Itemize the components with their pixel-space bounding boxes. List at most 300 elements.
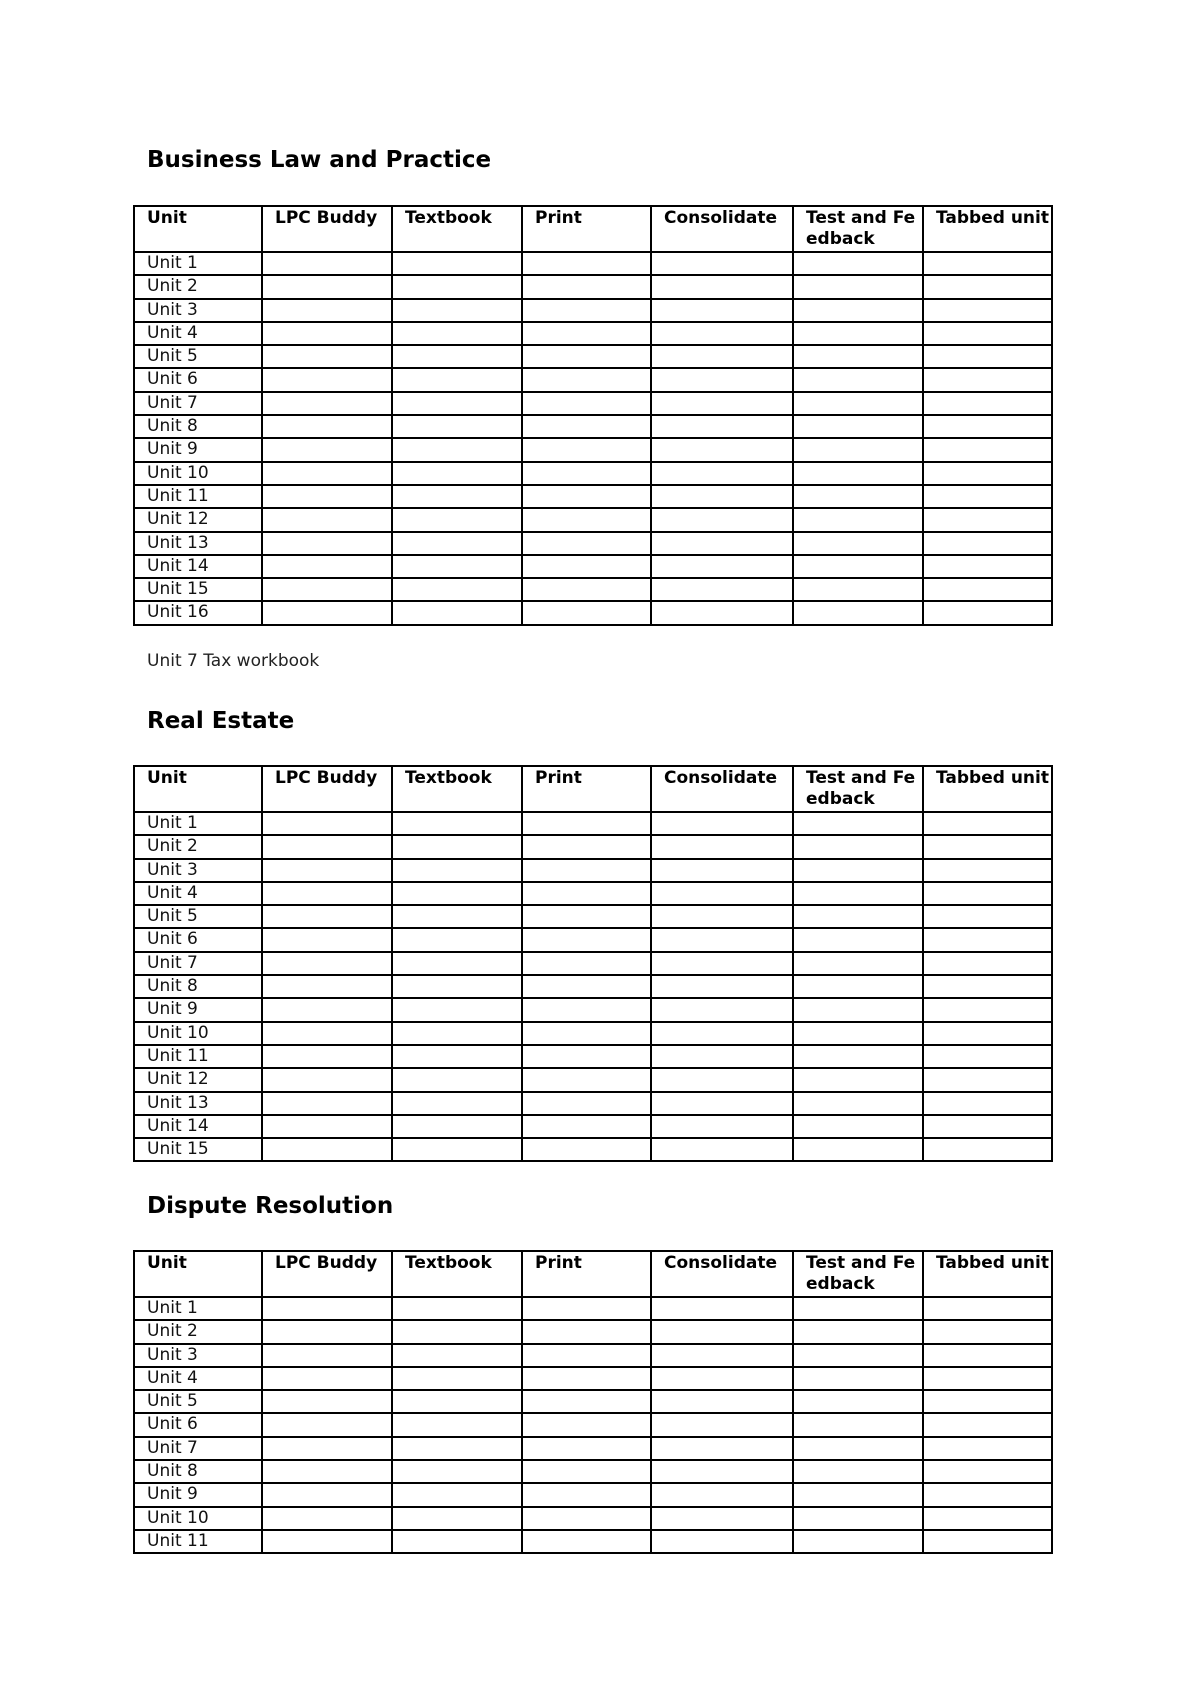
checkbox-cell[interactable] bbox=[923, 998, 1052, 1021]
table-row bbox=[134, 905, 1052, 928]
checkbox-cell[interactable] bbox=[262, 905, 392, 928]
checkbox-cell[interactable] bbox=[522, 1530, 651, 1553]
checkbox-cell[interactable] bbox=[392, 415, 522, 438]
table-row bbox=[134, 275, 1052, 298]
checkbox-cell[interactable] bbox=[392, 882, 522, 905]
checkbox-cell[interactable] bbox=[923, 555, 1052, 578]
checkbox-cell[interactable] bbox=[522, 1344, 651, 1367]
checkbox-cell[interactable] bbox=[522, 578, 651, 601]
table-row bbox=[134, 555, 1052, 578]
checkbox-cell[interactable] bbox=[923, 532, 1052, 555]
checkbox-cell[interactable] bbox=[522, 1507, 651, 1530]
checkbox-cell[interactable] bbox=[793, 1483, 923, 1506]
checkbox-cell[interactable] bbox=[262, 299, 392, 322]
checkbox-cell[interactable] bbox=[522, 462, 651, 485]
checkbox-cell[interactable] bbox=[793, 485, 923, 508]
checkbox-cell[interactable] bbox=[522, 415, 651, 438]
checkbox-cell[interactable] bbox=[262, 462, 392, 485]
checkbox-cell[interactable] bbox=[392, 1138, 522, 1161]
checkbox-cell[interactable] bbox=[923, 252, 1052, 275]
checkbox-cell[interactable] bbox=[522, 859, 651, 882]
checkbox-cell[interactable] bbox=[793, 1413, 923, 1436]
checkbox-cell[interactable] bbox=[923, 859, 1052, 882]
checkbox-cell[interactable] bbox=[522, 812, 651, 835]
checkbox-cell[interactable] bbox=[262, 1092, 392, 1115]
column-header: Test and Feedback bbox=[793, 766, 923, 812]
checkbox-cell[interactable] bbox=[262, 1320, 392, 1343]
checkbox-cell[interactable] bbox=[262, 835, 392, 858]
checkbox-cell[interactable] bbox=[262, 952, 392, 975]
checkbox-cell[interactable] bbox=[793, 601, 923, 624]
checkbox-cell[interactable] bbox=[262, 1344, 392, 1367]
checkbox-cell[interactable] bbox=[392, 1022, 522, 1045]
checkbox-cell[interactable] bbox=[392, 928, 522, 951]
checkbox-cell[interactable] bbox=[651, 1297, 793, 1320]
checkbox-cell[interactable] bbox=[651, 578, 793, 601]
checkbox-cell[interactable] bbox=[923, 1507, 1052, 1530]
column-header: LPC Buddy bbox=[262, 766, 392, 812]
checkbox-cell[interactable] bbox=[522, 1115, 651, 1138]
checkbox-cell[interactable] bbox=[262, 275, 392, 298]
checkbox-cell[interactable] bbox=[923, 952, 1052, 975]
unit-label: Unit 11 bbox=[134, 1045, 262, 1068]
checkbox-cell[interactable] bbox=[392, 1045, 522, 1068]
checkbox-cell[interactable] bbox=[793, 1115, 923, 1138]
checkbox-cell[interactable] bbox=[522, 1413, 651, 1436]
checkbox-cell[interactable] bbox=[522, 508, 651, 531]
checkbox-cell[interactable] bbox=[651, 1022, 793, 1045]
checkbox-cell[interactable] bbox=[923, 1530, 1052, 1553]
checkbox-cell[interactable] bbox=[923, 438, 1052, 461]
checkbox-cell[interactable] bbox=[793, 1530, 923, 1553]
checkbox-cell[interactable] bbox=[522, 1068, 651, 1091]
checkbox-cell[interactable] bbox=[522, 1320, 651, 1343]
checkbox-cell[interactable] bbox=[522, 532, 651, 555]
checkbox-cell[interactable] bbox=[262, 1297, 392, 1320]
checkbox-cell[interactable] bbox=[651, 1483, 793, 1506]
checkbox-cell[interactable] bbox=[793, 368, 923, 391]
checkbox-cell[interactable] bbox=[923, 928, 1052, 951]
checkbox-cell[interactable] bbox=[392, 975, 522, 998]
checkbox-cell[interactable] bbox=[651, 1390, 793, 1413]
checkbox-cell[interactable] bbox=[651, 415, 793, 438]
checkbox-cell[interactable] bbox=[793, 532, 923, 555]
unit-label: Unit 5 bbox=[134, 345, 262, 368]
checkbox-cell[interactable] bbox=[793, 438, 923, 461]
checkbox-cell[interactable] bbox=[392, 485, 522, 508]
checkbox-cell[interactable] bbox=[793, 1068, 923, 1091]
checkbox-cell[interactable] bbox=[522, 1390, 651, 1413]
checkbox-cell[interactable] bbox=[522, 905, 651, 928]
checkbox-cell[interactable] bbox=[522, 322, 651, 345]
checkbox-cell[interactable] bbox=[262, 1507, 392, 1530]
checkbox-cell[interactable] bbox=[651, 275, 793, 298]
table-row bbox=[134, 1092, 1052, 1115]
unit-label: Unit 13 bbox=[134, 532, 262, 555]
checkbox-cell[interactable] bbox=[793, 415, 923, 438]
table-row bbox=[134, 601, 1052, 624]
section-title-real-estate: Real Estate bbox=[147, 708, 295, 734]
column-header: Consolidate bbox=[651, 766, 793, 812]
checkbox-cell[interactable] bbox=[392, 1437, 522, 1460]
checkbox-cell[interactable] bbox=[651, 1068, 793, 1091]
table-row bbox=[134, 299, 1052, 322]
checkbox-cell[interactable] bbox=[262, 345, 392, 368]
checkbox-cell[interactable] bbox=[923, 1437, 1052, 1460]
checkbox-cell[interactable] bbox=[793, 1367, 923, 1390]
checkbox-cell[interactable] bbox=[262, 508, 392, 531]
checkbox-cell[interactable] bbox=[522, 1022, 651, 1045]
checkbox-cell[interactable] bbox=[522, 299, 651, 322]
checkbox-cell[interactable] bbox=[651, 1530, 793, 1553]
unit-label: Unit 5 bbox=[134, 1390, 262, 1413]
checkbox-cell[interactable] bbox=[793, 1092, 923, 1115]
checkbox-cell[interactable] bbox=[651, 975, 793, 998]
checkbox-cell[interactable] bbox=[793, 1022, 923, 1045]
checkbox-cell[interactable] bbox=[262, 1115, 392, 1138]
checkbox-cell[interactable] bbox=[793, 1437, 923, 1460]
table-row bbox=[134, 928, 1052, 951]
checkbox-cell[interactable] bbox=[793, 998, 923, 1021]
checkbox-cell[interactable] bbox=[651, 345, 793, 368]
section-title-dispute-resolution: Dispute Resolution bbox=[147, 1193, 394, 1219]
checkbox-cell[interactable] bbox=[793, 1297, 923, 1320]
checkbox-cell[interactable] bbox=[923, 1045, 1052, 1068]
checkbox-cell[interactable] bbox=[923, 975, 1052, 998]
checkbox-cell[interactable] bbox=[522, 345, 651, 368]
checkbox-cell[interactable] bbox=[923, 1413, 1052, 1436]
unit-label: Unit 7 bbox=[134, 1437, 262, 1460]
checkbox-cell[interactable] bbox=[651, 299, 793, 322]
checkbox-cell[interactable] bbox=[262, 438, 392, 461]
checkbox-cell[interactable] bbox=[793, 928, 923, 951]
checkbox-cell[interactable] bbox=[392, 462, 522, 485]
checkbox-cell[interactable] bbox=[392, 1390, 522, 1413]
checkbox-cell[interactable] bbox=[923, 1344, 1052, 1367]
checkbox-cell[interactable] bbox=[651, 392, 793, 415]
checkbox-cell[interactable] bbox=[651, 1320, 793, 1343]
checkbox-cell[interactable] bbox=[392, 905, 522, 928]
checkbox-cell[interactable] bbox=[392, 438, 522, 461]
checkbox-cell[interactable] bbox=[651, 998, 793, 1021]
checkbox-cell[interactable] bbox=[651, 322, 793, 345]
checkbox-cell[interactable] bbox=[522, 928, 651, 951]
checkbox-cell[interactable] bbox=[522, 835, 651, 858]
checkbox-cell[interactable] bbox=[522, 1138, 651, 1161]
checkbox-cell[interactable] bbox=[262, 415, 392, 438]
checkbox-cell[interactable] bbox=[392, 1413, 522, 1436]
checkbox-cell[interactable] bbox=[923, 508, 1052, 531]
checkbox-cell[interactable] bbox=[651, 812, 793, 835]
checkbox-cell[interactable] bbox=[262, 1367, 392, 1390]
checkbox-cell[interactable] bbox=[923, 1460, 1052, 1483]
checkbox-cell[interactable] bbox=[923, 1022, 1052, 1045]
checkbox-cell[interactable] bbox=[522, 1297, 651, 1320]
checkbox-cell[interactable] bbox=[392, 322, 522, 345]
checkbox-cell[interactable] bbox=[651, 1115, 793, 1138]
checkbox-cell[interactable] bbox=[392, 859, 522, 882]
checkbox-cell[interactable] bbox=[392, 1320, 522, 1343]
checkbox-cell[interactable] bbox=[522, 438, 651, 461]
checkbox-cell[interactable] bbox=[392, 1092, 522, 1115]
checkbox-cell[interactable] bbox=[923, 1297, 1052, 1320]
checkbox-cell[interactable] bbox=[262, 485, 392, 508]
table-header-row bbox=[134, 766, 1052, 812]
checkbox-cell[interactable] bbox=[262, 578, 392, 601]
checkbox-cell[interactable] bbox=[793, 345, 923, 368]
table-row bbox=[134, 812, 1052, 835]
checkbox-cell[interactable] bbox=[392, 1530, 522, 1553]
table-row bbox=[134, 1115, 1052, 1138]
checkbox-cell[interactable] bbox=[262, 1483, 392, 1506]
checkbox-cell[interactable] bbox=[793, 275, 923, 298]
table-row bbox=[134, 1045, 1052, 1068]
checkbox-cell[interactable] bbox=[923, 322, 1052, 345]
checkbox-cell[interactable] bbox=[793, 882, 923, 905]
checkbox-cell[interactable] bbox=[923, 812, 1052, 835]
checkbox-cell[interactable] bbox=[651, 485, 793, 508]
checkbox-cell[interactable] bbox=[392, 532, 522, 555]
checkbox-cell[interactable] bbox=[651, 532, 793, 555]
checkbox-cell[interactable] bbox=[522, 975, 651, 998]
table-row bbox=[134, 998, 1052, 1021]
checkbox-cell[interactable] bbox=[793, 392, 923, 415]
checkbox-cell[interactable] bbox=[793, 508, 923, 531]
checkbox-cell[interactable] bbox=[651, 462, 793, 485]
table-row bbox=[134, 392, 1052, 415]
checkbox-cell[interactable] bbox=[793, 1138, 923, 1161]
checkbox-cell[interactable] bbox=[651, 438, 793, 461]
checkbox-cell[interactable] bbox=[392, 952, 522, 975]
unit-label: Unit 12 bbox=[134, 508, 262, 531]
unit-label: Unit 4 bbox=[134, 882, 262, 905]
table-row bbox=[134, 578, 1052, 601]
checkbox-cell[interactable] bbox=[262, 392, 392, 415]
checkbox-cell[interactable] bbox=[651, 835, 793, 858]
checkbox-cell[interactable] bbox=[793, 462, 923, 485]
checkbox-cell[interactable] bbox=[923, 578, 1052, 601]
unit-label: Unit 9 bbox=[134, 438, 262, 461]
checkbox-cell[interactable] bbox=[651, 928, 793, 951]
checkbox-cell[interactable] bbox=[651, 252, 793, 275]
checkbox-cell[interactable] bbox=[522, 1045, 651, 1068]
checkbox-cell[interactable] bbox=[522, 392, 651, 415]
checkbox-cell[interactable] bbox=[793, 1320, 923, 1343]
checkbox-cell[interactable] bbox=[522, 998, 651, 1021]
checkbox-cell[interactable] bbox=[262, 368, 392, 391]
checkbox-cell[interactable] bbox=[262, 1413, 392, 1436]
unit-label: Unit 15 bbox=[134, 578, 262, 601]
checkbox-cell[interactable] bbox=[651, 1413, 793, 1436]
unit-label: Unit 10 bbox=[134, 1022, 262, 1045]
checkbox-cell[interactable] bbox=[262, 882, 392, 905]
checkbox-cell[interactable] bbox=[923, 392, 1052, 415]
checkbox-cell[interactable] bbox=[793, 299, 923, 322]
checkbox-cell[interactable] bbox=[392, 345, 522, 368]
checkbox-cell[interactable] bbox=[651, 1437, 793, 1460]
unit-label: Unit 9 bbox=[134, 1483, 262, 1506]
checkbox-cell[interactable] bbox=[262, 928, 392, 951]
checkbox-cell[interactable] bbox=[392, 508, 522, 531]
checkbox-cell[interactable] bbox=[522, 275, 651, 298]
table-row bbox=[134, 1344, 1052, 1367]
unit-label: Unit 8 bbox=[134, 975, 262, 998]
checkbox-cell[interactable] bbox=[522, 555, 651, 578]
checkbox-cell[interactable] bbox=[262, 1437, 392, 1460]
checkbox-cell[interactable] bbox=[793, 1344, 923, 1367]
checkbox-cell[interactable] bbox=[651, 368, 793, 391]
checkbox-cell[interactable] bbox=[923, 275, 1052, 298]
checkbox-cell[interactable] bbox=[392, 392, 522, 415]
column-header: Test and Feedback bbox=[793, 1251, 923, 1297]
checkbox-cell[interactable] bbox=[392, 1507, 522, 1530]
checkbox-cell[interactable] bbox=[923, 368, 1052, 391]
checkbox-cell[interactable] bbox=[651, 882, 793, 905]
checkbox-cell[interactable] bbox=[522, 882, 651, 905]
checkbox-cell[interactable] bbox=[262, 1390, 392, 1413]
checkbox-cell[interactable] bbox=[262, 1068, 392, 1091]
column-header: Textbook bbox=[392, 766, 522, 812]
checkbox-cell[interactable] bbox=[923, 462, 1052, 485]
unit-label: Unit 9 bbox=[134, 998, 262, 1021]
checkbox-cell[interactable] bbox=[522, 601, 651, 624]
checkbox-cell[interactable] bbox=[923, 415, 1052, 438]
checkbox-cell[interactable] bbox=[262, 975, 392, 998]
checkbox-cell[interactable] bbox=[793, 555, 923, 578]
checkbox-cell[interactable] bbox=[262, 322, 392, 345]
column-header: Tabbed unit bbox=[923, 1251, 1052, 1297]
checkbox-cell[interactable] bbox=[262, 859, 392, 882]
checkbox-cell[interactable] bbox=[262, 601, 392, 624]
checkbox-cell[interactable] bbox=[522, 952, 651, 975]
table-row bbox=[134, 1507, 1052, 1530]
checkbox-cell[interactable] bbox=[923, 485, 1052, 508]
checkbox-cell[interactable] bbox=[793, 1390, 923, 1413]
checkbox-cell[interactable] bbox=[923, 1367, 1052, 1390]
checkbox-cell[interactable] bbox=[262, 555, 392, 578]
checkbox-cell[interactable] bbox=[392, 368, 522, 391]
checkbox-cell[interactable] bbox=[392, 299, 522, 322]
checkbox-cell[interactable] bbox=[392, 1068, 522, 1091]
checkbox-cell[interactable] bbox=[392, 252, 522, 275]
checkbox-cell[interactable] bbox=[651, 1460, 793, 1483]
checkbox-cell[interactable] bbox=[522, 1437, 651, 1460]
checkbox-cell[interactable] bbox=[651, 952, 793, 975]
checkbox-cell[interactable] bbox=[651, 1367, 793, 1390]
checkbox-cell[interactable] bbox=[392, 1460, 522, 1483]
checkbox-cell[interactable] bbox=[923, 1320, 1052, 1343]
checkbox-cell[interactable] bbox=[651, 601, 793, 624]
checkbox-cell[interactable] bbox=[923, 1115, 1052, 1138]
checkbox-cell[interactable] bbox=[923, 601, 1052, 624]
checkbox-cell[interactable] bbox=[923, 1390, 1052, 1413]
table-row bbox=[134, 952, 1052, 975]
checkbox-cell[interactable] bbox=[651, 1092, 793, 1115]
checkbox-cell[interactable] bbox=[923, 345, 1052, 368]
checkbox-cell[interactable] bbox=[651, 508, 793, 531]
checkbox-cell[interactable] bbox=[262, 1022, 392, 1045]
checkbox-cell[interactable] bbox=[651, 859, 793, 882]
checkbox-cell[interactable] bbox=[793, 1507, 923, 1530]
checkbox-cell[interactable] bbox=[392, 1483, 522, 1506]
checkbox-cell[interactable] bbox=[262, 1460, 392, 1483]
checkbox-cell[interactable] bbox=[522, 485, 651, 508]
unit-label: Unit 2 bbox=[134, 1320, 262, 1343]
checkbox-cell[interactable] bbox=[793, 322, 923, 345]
checkbox-cell[interactable] bbox=[651, 1045, 793, 1068]
checkbox-cell[interactable] bbox=[392, 812, 522, 835]
checkbox-cell[interactable] bbox=[793, 1045, 923, 1068]
checkbox-cell[interactable] bbox=[651, 1344, 793, 1367]
checkbox-cell[interactable] bbox=[392, 275, 522, 298]
checkbox-cell[interactable] bbox=[923, 1092, 1052, 1115]
unit-label: Unit 10 bbox=[134, 1507, 262, 1530]
checkbox-cell[interactable] bbox=[651, 555, 793, 578]
checkbox-cell[interactable] bbox=[522, 1483, 651, 1506]
checkbox-cell[interactable] bbox=[262, 812, 392, 835]
checkbox-cell[interactable] bbox=[793, 835, 923, 858]
checkbox-cell[interactable] bbox=[923, 299, 1052, 322]
checkbox-cell[interactable] bbox=[651, 905, 793, 928]
checkbox-cell[interactable] bbox=[923, 1138, 1052, 1161]
checkbox-cell[interactable] bbox=[793, 812, 923, 835]
checkbox-cell[interactable] bbox=[522, 368, 651, 391]
checkbox-cell[interactable] bbox=[262, 998, 392, 1021]
checkbox-cell[interactable] bbox=[262, 1045, 392, 1068]
checkbox-cell[interactable] bbox=[262, 1530, 392, 1553]
unit-label: Unit 13 bbox=[134, 1092, 262, 1115]
table-row bbox=[134, 1320, 1052, 1343]
checkbox-cell[interactable] bbox=[793, 905, 923, 928]
checkbox-cell[interactable] bbox=[392, 1297, 522, 1320]
unit-label: Unit 3 bbox=[134, 859, 262, 882]
column-header: Textbook bbox=[392, 1251, 522, 1297]
checkbox-cell[interactable] bbox=[262, 252, 392, 275]
checkbox-cell[interactable] bbox=[923, 905, 1052, 928]
checkbox-cell[interactable] bbox=[522, 1367, 651, 1390]
checkbox-cell[interactable] bbox=[522, 1460, 651, 1483]
checkbox-cell[interactable] bbox=[522, 252, 651, 275]
checkbox-cell[interactable] bbox=[923, 882, 1052, 905]
checkbox-cell[interactable] bbox=[793, 952, 923, 975]
checkbox-cell[interactable] bbox=[262, 1138, 392, 1161]
unit-label: Unit 3 bbox=[134, 1344, 262, 1367]
checkbox-cell[interactable] bbox=[923, 835, 1052, 858]
checkbox-cell[interactable] bbox=[651, 1507, 793, 1530]
checkbox-cell[interactable] bbox=[392, 1367, 522, 1390]
unit-label: Unit 6 bbox=[134, 1413, 262, 1436]
table-row bbox=[134, 1138, 1052, 1161]
checkbox-cell[interactable] bbox=[793, 975, 923, 998]
checkbox-cell[interactable] bbox=[793, 252, 923, 275]
column-header: LPC Buddy bbox=[262, 206, 392, 252]
checkbox-cell[interactable] bbox=[392, 578, 522, 601]
checkbox-cell[interactable] bbox=[392, 1115, 522, 1138]
checkbox-cell[interactable] bbox=[651, 1138, 793, 1161]
checkbox-cell[interactable] bbox=[793, 1460, 923, 1483]
checkbox-cell[interactable] bbox=[392, 998, 522, 1021]
checkbox-cell[interactable] bbox=[923, 1068, 1052, 1091]
checkbox-cell[interactable] bbox=[262, 532, 392, 555]
checkbox-cell[interactable] bbox=[793, 859, 923, 882]
checkbox-cell[interactable] bbox=[392, 1344, 522, 1367]
checkbox-cell[interactable] bbox=[522, 1092, 651, 1115]
checkbox-cell[interactable] bbox=[793, 578, 923, 601]
checkbox-cell[interactable] bbox=[392, 835, 522, 858]
checkbox-cell[interactable] bbox=[923, 1483, 1052, 1506]
checkbox-cell[interactable] bbox=[392, 555, 522, 578]
checkbox-cell[interactable] bbox=[392, 601, 522, 624]
